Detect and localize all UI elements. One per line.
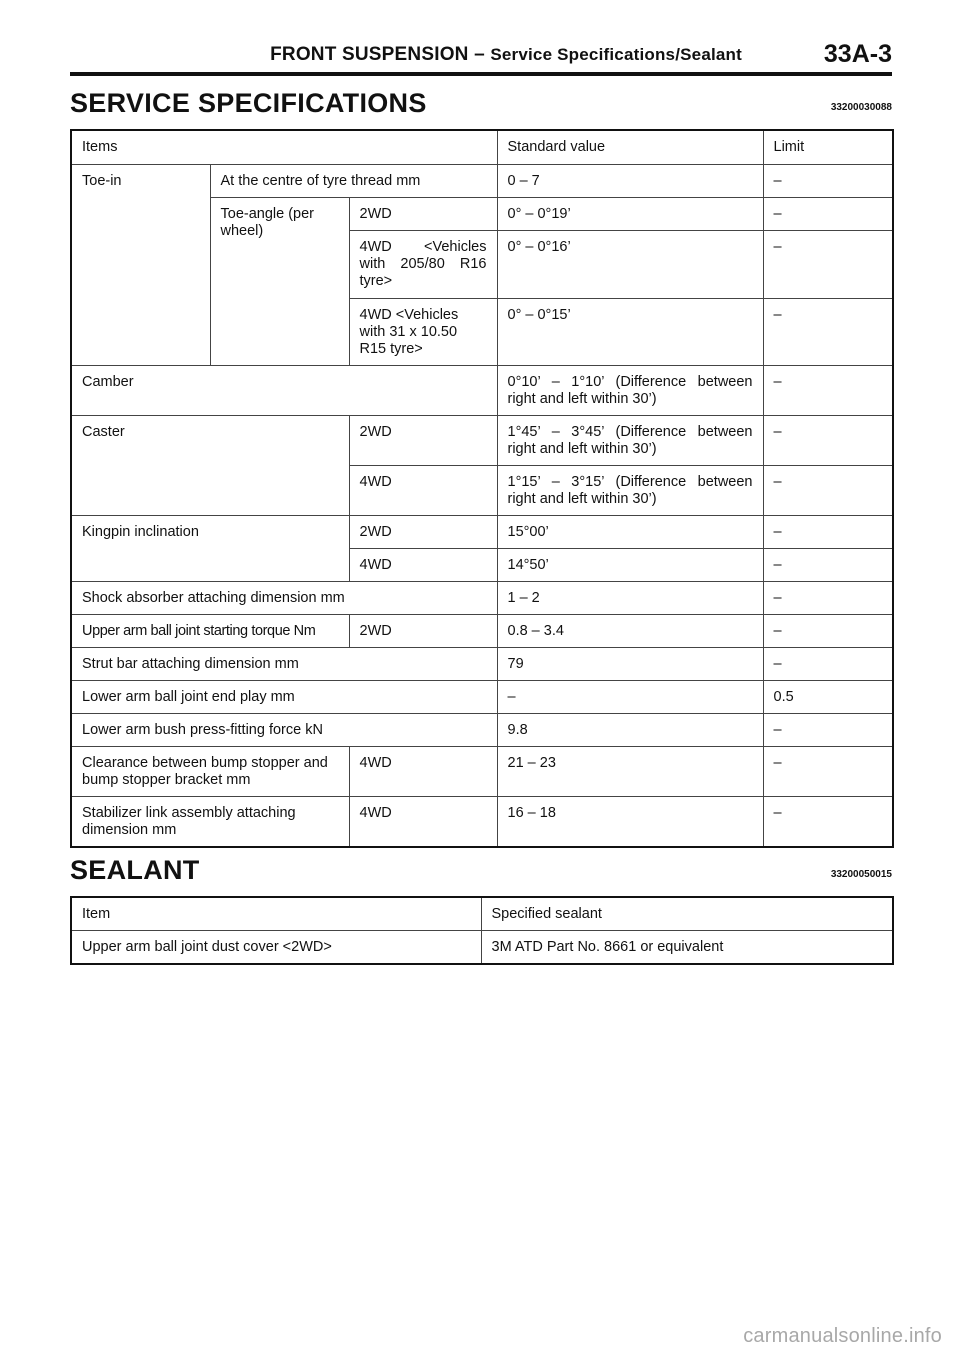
caster-4wd-limit: –: [763, 465, 893, 515]
header-subtitle: Service Specifications/Sealant: [490, 45, 742, 64]
sealant-table: [70, 896, 894, 965]
watermark: carmanualsonline.info: [743, 1325, 942, 1347]
table-row: [71, 680, 893, 713]
stabilizer-link-limit: –: [763, 796, 893, 847]
toe-in-centre-limit: –: [763, 164, 893, 197]
camber-limit: –: [763, 365, 893, 415]
strut-bar-label: Strut bar attaching dimension mm: [71, 647, 497, 680]
kingpin-4wd: 4WD: [349, 548, 497, 581]
stabilizer-link-label: Stabilizer link assembly attaching dimension mm: [71, 796, 349, 847]
column-header-limit: Limit: [763, 130, 893, 164]
toe-angle-2wd-standard: 0° – 0°19’: [497, 197, 763, 230]
service-specifications-code: 33200030088: [830, 102, 892, 113]
toe-in-centre-standard: 0 – 7: [497, 164, 763, 197]
sealant-heading: [70, 855, 892, 891]
toe-angle-4wd-31: 4WD <Vehicles with 31 x 10.50 R15 tyre>: [349, 298, 497, 365]
page-header-title: [270, 44, 742, 66]
table-row: [71, 415, 893, 465]
toe-angle-2wd: 2WD: [349, 197, 497, 230]
kingpin-2wd-standard: 15°00’: [497, 515, 763, 548]
shock-absorber-standard: 1 – 2: [497, 581, 763, 614]
kingpin-4wd-limit: –: [763, 548, 893, 581]
table-row: [71, 614, 893, 647]
header-main-title: FRONT SUSPENSION –: [270, 44, 485, 65]
table-row: [71, 581, 893, 614]
bump-stopper-drive: 4WD: [349, 746, 497, 796]
table-row: [71, 713, 893, 746]
strut-bar-standard: 79: [497, 647, 763, 680]
table-row: [71, 931, 893, 965]
toe-angle-4wd-205-limit: –: [763, 230, 893, 298]
bump-stopper-limit: –: [763, 746, 893, 796]
caster-label: Caster: [71, 415, 349, 465]
table-header-row: [71, 130, 893, 164]
caster-label-continued: [71, 465, 349, 515]
service-specifications-table: [70, 129, 894, 848]
table-row: [71, 647, 893, 680]
shock-absorber-limit: –: [763, 581, 893, 614]
table-row: [71, 746, 893, 796]
camber-standard: 0°10’ – 1°10’ (Difference between right and left within 30’): [497, 365, 763, 415]
bump-stopper-standard: 21 – 23: [497, 746, 763, 796]
table-row: [71, 515, 893, 548]
page-header: [70, 40, 892, 76]
column-header-item: Item: [71, 897, 481, 931]
column-header-items: Items: [71, 130, 497, 164]
lower-arm-play-label: Lower arm ball joint end play mm: [71, 680, 497, 713]
upper-arm-torque-drive: 2WD: [349, 614, 497, 647]
toe-angle-4wd-31-limit: –: [763, 298, 893, 365]
toe-angle-2wd-limit: –: [763, 197, 893, 230]
toe-in-centre: At the centre of tyre thread mm: [210, 164, 497, 197]
caster-4wd: 4WD: [349, 465, 497, 515]
kingpin-label-continued: [71, 548, 349, 581]
lower-arm-bush-standard: 9.8: [497, 713, 763, 746]
strut-bar-limit: –: [763, 647, 893, 680]
table-row: [71, 548, 893, 581]
upper-arm-torque-label: Upper arm ball joint starting torque Nm: [71, 614, 349, 647]
lower-arm-bush-label: Lower arm bush press-fitting force kN: [71, 713, 497, 746]
caster-2wd-limit: –: [763, 415, 893, 465]
service-specifications-title: SERVICE SPECIFICATIONS: [70, 88, 427, 118]
sealant-title: SEALANT: [70, 855, 200, 885]
toe-angle-label: Toe-angle (per wheel): [210, 197, 349, 365]
caster-2wd-standard: 1°45’ – 3°45’ (Difference between right and left within 30’): [497, 415, 763, 465]
shock-absorber-label: Shock absorber attaching dimension mm: [71, 581, 497, 614]
sealant-specified: 3M ATD Part No. 8661 or equivalent: [481, 931, 893, 965]
toe-in-label: Toe-in: [71, 164, 210, 365]
toe-angle-4wd-205: 4WD <Vehicles with 205/80 R16 tyre>: [349, 230, 497, 298]
table-row: [71, 365, 893, 415]
page-number: 33A-3: [823, 40, 892, 68]
column-header-specified-sealant: Specified sealant: [481, 897, 893, 931]
kingpin-2wd-limit: –: [763, 515, 893, 548]
lower-arm-play-limit: 0.5: [763, 680, 893, 713]
lower-arm-bush-limit: –: [763, 713, 893, 746]
table-row: [71, 465, 893, 515]
toe-angle-4wd-31-standard: 0° – 0°15’: [497, 298, 763, 365]
sealant-code: 33200050015: [830, 869, 892, 880]
kingpin-2wd: 2WD: [349, 515, 497, 548]
stabilizer-link-drive: 4WD: [349, 796, 497, 847]
bump-stopper-label: Clearance between bump stopper and bump stopper bracket mm: [71, 746, 349, 796]
kingpin-label: Kingpin inclination: [71, 515, 349, 548]
toe-angle-4wd-205-standard: 0° – 0°16’: [497, 230, 763, 298]
kingpin-4wd-standard: 14°50’: [497, 548, 763, 581]
caster-4wd-standard: 1°15’ – 3°15’ (Difference between right and left within 30’): [497, 465, 763, 515]
table-row: [71, 796, 893, 847]
caster-2wd: 2WD: [349, 415, 497, 465]
service-specifications-heading: [70, 88, 892, 124]
upper-arm-torque-limit: –: [763, 614, 893, 647]
sealant-item: Upper arm ball joint dust cover <2WD>: [71, 931, 481, 965]
upper-arm-torque-standard: 0.8 – 3.4: [497, 614, 763, 647]
stabilizer-link-standard: 16 – 18: [497, 796, 763, 847]
lower-arm-play-standard: –: [497, 680, 763, 713]
camber-label: Camber: [71, 365, 497, 415]
table-row: [71, 164, 893, 197]
column-header-standard: Standard value: [497, 130, 763, 164]
table-header-row: [71, 897, 893, 931]
